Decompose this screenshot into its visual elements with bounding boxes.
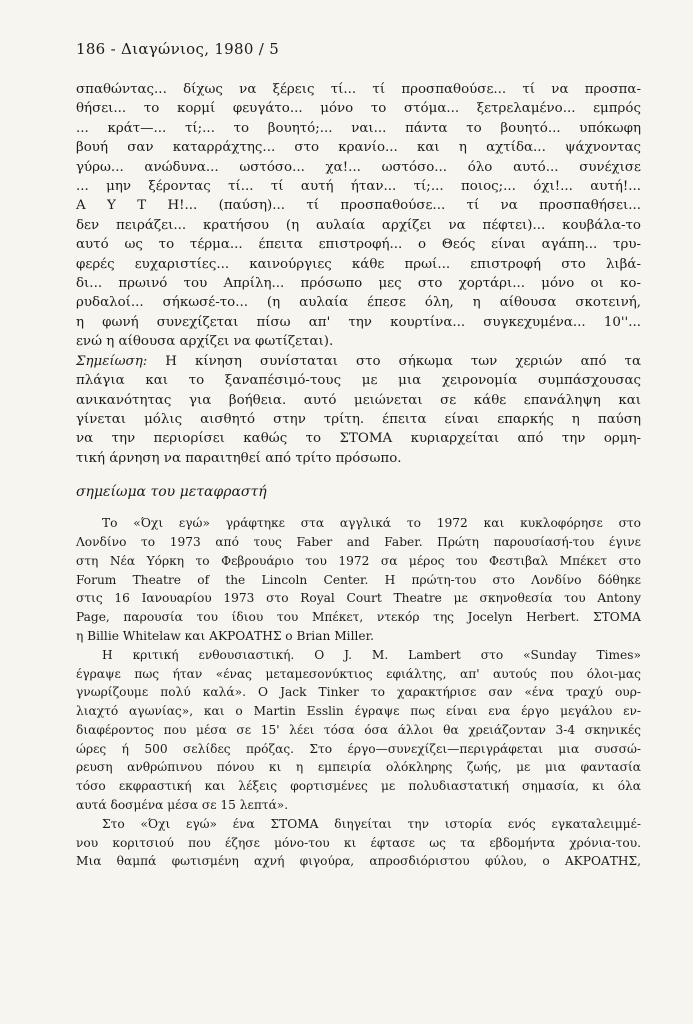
paragraph-line: έγραψε πως ήταν «ένας μεταμεσονύκτιος εφιάλτης, απ' αυτούς που όλοι-μας (76, 666, 641, 681)
paragraph-line: Η κριτική ενθουσιαστική. Ο J. M. Lambert στο «Sunday Times» (102, 647, 641, 662)
paragraph-line: Μια θαμπά φωτισμένη αχνή φιγούρα, απροσδιόριστου φύλου, ο ΑΚΡΟΑΤΗΣ, (76, 854, 641, 869)
text-line: αυτό ως το τέρμα... έπειτα επιστροφή... ο Θεός είναι αγάπη... τρυ- (76, 237, 641, 253)
paragraph-line: Το «Όχι εγώ» γράφτηκε στα αγγλικά το 1972 και κυκλοφόρησε στο (102, 516, 641, 531)
text-line: θήσει... το κορμί φευγάτο... μόνο το στόμα... ξετρελαμένο... εμπρός (76, 101, 641, 117)
paragraph-line: αυτά δοσμένα μέσα σε 15 λεπτά». (76, 798, 289, 813)
paragraph-line: λιαχτό αγωνίας», και ο Martin Esslin έγραψε πως είναι ενα έργο μεγάλου εν- (76, 704, 641, 719)
paragraph-line: ρευση ανθρώπινου πόνου κι η εμπειρία ολόκληρης ζωής, με μια φαντασία (76, 760, 641, 775)
main-text-lines (76, 80, 641, 352)
note-label: Σημείωση: (76, 353, 148, 369)
text-line: γύρω... ανώδυνα... ωστόσο... χα!... ωστόσο... όλο αυτό... συνέχισε (76, 159, 641, 175)
paragraph-line: τόσο εκφραστική και λέξεις φορτισμένες με πολυδιαστατική σημασία, κι όλα (76, 779, 641, 794)
paragraph-line: Λονδίνο το 1973 από τους Faber and Faber. Πρώτη παρουσίασή-του έγινε (76, 534, 641, 549)
text-line: βουή σαν καταρράχτης... στο κρανίο... και η αχτίδα... ψάχνοντας (76, 140, 641, 156)
main-text (76, 80, 641, 468)
paragraph-line: Στο «Όχι εγώ» ένα ΣΤΟΜΑ διηγείται την ιστορία ενός εγκαταλειμμέ- (102, 816, 641, 831)
paragraph (76, 815, 641, 871)
text-line: Α Υ Τ Η!... (παύση)... τί προσπαθούσε... τί να προσπαθήσει... (76, 198, 641, 214)
text-line: ... μην ξέροντας τί... τί αυτή ήταν... τί;... ποιος;... όχι!... αυτή!... (76, 179, 641, 195)
text-line: η φωνή συνεχίζεται πίσω απ' την κουρτίνα... συγκεχυμένα... 10''... (76, 314, 641, 330)
paragraph-line: διαφέροντος που μέσα σε 15' λέει τόσα όσα άλλοι θα χρειάζονταν 3-4 σκηνικές (76, 722, 641, 737)
text-line: δεν πειράζει... κρατήσου (η αυλαία αρχίζει να πέφτει)... κουβάλα-το (76, 217, 641, 233)
note-line: τική άρνηση να παραιτηθεί από τρίτο πρόσωπο. (76, 450, 402, 466)
text-line: ενώ η αίθουσα αρχίζει να φωτίζεται). (76, 334, 334, 350)
note-line: ανικανότητας για βοήθεια. αυτό μειώνεται σε κάθε επανάληψη και (76, 392, 641, 408)
text-line: σπαθώντας... δίχως να ξέρεις τί... τί προσπαθούσε... τί να προσπα- (76, 82, 641, 97)
paragraph-line: η Billie Whitelaw και ΑΚΡΟΑΤΗΣ ο Brian Miller. (76, 628, 374, 643)
text-line: ρυδαλοί... σήκωσέ-το... (η αυλαία έπεσε όλη, η αίθουσα σκοτεινή, (76, 295, 641, 311)
running-head: 186 - Διαγώνιος, 1980 / 5 (76, 40, 280, 58)
note-first-rest: Η κίνηση συνίσταται στο σήκωμα των χεριών από τα (147, 353, 641, 369)
paragraph (76, 646, 641, 815)
paragraph (76, 514, 641, 646)
note-first-line (76, 352, 641, 371)
translator-note-body (76, 514, 641, 871)
note-line: να την περιορίσει καθώς το ΣΤΟΜΑ κυριαρχείται από την ορμη- (76, 431, 641, 447)
paragraph-line: γνωρίζουμε πολύ καλά». Ο Jack Tinker το χαρακτήρισε σαν «ένα τραχύ ουρ- (76, 685, 641, 700)
paragraph-line: Page, παρουσία του ίδιου του Μπέκετ, ντεκόρ της Jocelyn Herbert. ΣΤΟΜΑ (76, 610, 641, 625)
paragraph-line: Forum Theatre of the Lincoln Center. Η πρώτη-του στο Λονδίνο δόθηκε (76, 572, 641, 587)
text-line: φερές ευχαριστίες... καινούργιες κάθε πρωί... επιστροφή στο λιβά- (76, 256, 641, 272)
translator-note-title: σημείωμα του μεταφραστή (76, 484, 267, 501)
paragraph-line: ώρες ή 500 σελίδες πρόζας. Στο έργο—συνεχίζει—περιγράφεται μια συσσώ- (76, 741, 641, 756)
paragraph-line: στη Νέα Υόρκη το Φεβρουάριο του 1972 σα μέρος του Φεστιβαλ Μπέκετ στο (76, 553, 641, 568)
note-line: γίνεται μόλις αισθητό στην τρίτη. έπειτα είναι επαρκής η παύση (76, 411, 641, 427)
text-line: ... κράτ—... τί;... το βουητό;... ναι... πάντα το βουητό... υπόκωφη (76, 120, 641, 136)
note-lines (76, 371, 641, 468)
paragraph-line: νου κοριτσιού που έζησε μόνο-του κι έφτασε ως τα εβδομήντα χρόνια-του. (76, 835, 641, 850)
text-line: δι... πρωινό του Απρίλη... πρόσωπο μες στο χορτάρι... μόνο οι κο- (76, 276, 641, 292)
paragraph-line: στις 16 Ιανουαρίου 1973 στο Royal Court Theatre με σκηνοθεσία του Antony (76, 591, 641, 606)
note-line: πλάγια και το ξαναπέσιμό-τους με μια χειρονομία συμπάσχουσας (76, 373, 641, 389)
